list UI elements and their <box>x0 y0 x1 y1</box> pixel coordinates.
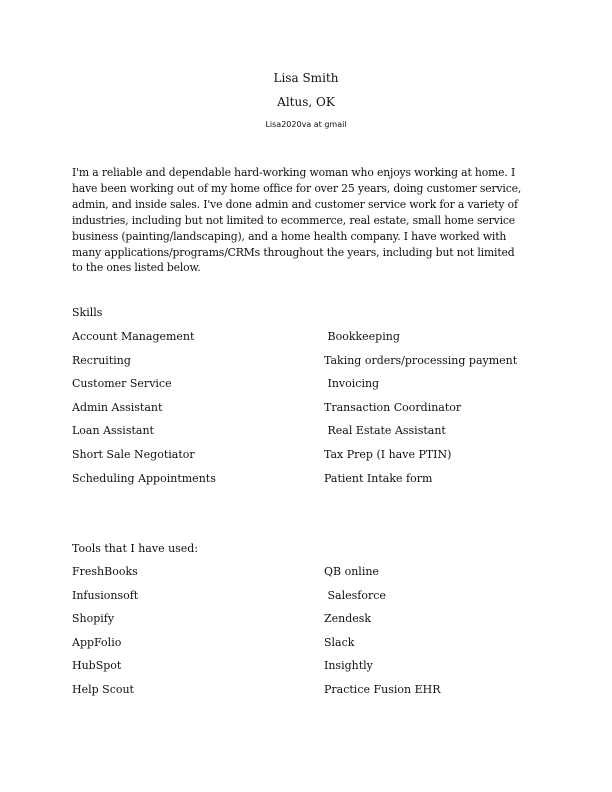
skills-item: Patient Intake form <box>324 471 433 485</box>
summary-line: to the ones listed below. <box>72 261 201 275</box>
tools-item: Infusionsoft <box>72 588 139 602</box>
skills-row <box>72 472 552 488</box>
skills-item: Transaction Coordinator <box>324 400 462 414</box>
skills-item: Taking orders/processing payment <box>324 353 518 367</box>
skills-row <box>72 448 552 464</box>
summary-paragraph <box>72 165 542 276</box>
tools-item: HubSpot <box>72 659 122 673</box>
skills-heading: Skills <box>72 306 103 319</box>
skills-row <box>72 354 552 370</box>
tools-item: QB online <box>324 565 379 578</box>
tools-item: Shopify <box>72 612 115 626</box>
tools-item: Slack <box>324 635 355 649</box>
tools-item: FreshBooks <box>72 565 138 578</box>
skills-item: Tax Prep (I have PTIN) <box>324 448 452 461</box>
tools-item: Practice Fusion EHR <box>324 683 441 696</box>
skills-item: Customer Service <box>72 377 172 391</box>
skills-item: Short Sale Negotiator <box>72 448 195 461</box>
candidate-name: Lisa Smith <box>273 71 339 85</box>
skills-item: Invoicing <box>324 377 380 391</box>
summary-line: many applications/programs/CRMs throughout the years, including but not limited <box>72 245 515 259</box>
skills-item: Bookkeeping <box>324 330 400 343</box>
skills-item: Loan Assistant <box>72 424 154 438</box>
skills-row <box>72 377 552 393</box>
tools-item: Help Scout <box>72 683 134 696</box>
tools-row <box>72 565 552 581</box>
skills-row <box>72 424 552 440</box>
skills-item: Real Estate Assistant <box>324 424 446 438</box>
skills-item: Admin Assistant <box>72 400 163 414</box>
skills-item: Recruiting <box>72 353 131 367</box>
tools-row <box>72 659 552 675</box>
skills-row <box>72 401 552 417</box>
summary-line: admin, and inside sales. I've done admin and customer service work for a variety of <box>72 197 518 211</box>
skills-row <box>72 330 552 346</box>
skills-item: Scheduling Appointments <box>72 471 216 485</box>
tools-heading: Tools that I have used: <box>72 542 199 555</box>
candidate-email: Lisa2020va at gmail <box>265 120 347 129</box>
tools-item: Zendesk <box>324 612 372 626</box>
tools-item: AppFolio <box>72 635 122 649</box>
tools-row <box>72 636 552 652</box>
tools-item: Salesforce <box>324 588 386 602</box>
tools-item: Insightly <box>324 659 373 673</box>
skills-item: Account Management <box>72 330 195 343</box>
candidate-location: Altus, OK <box>277 95 335 109</box>
summary-line: I'm a reliable and dependable hard-working woman who enjoys working at home. I <box>72 166 516 179</box>
tools-row <box>72 612 552 628</box>
summary-line: have been working out of my home office for over 25 years, doing customer service, <box>72 181 522 195</box>
tools-row <box>72 589 552 605</box>
summary-line: business (painting/landscaping), and a home health company. I have worked with <box>72 229 507 243</box>
tools-row <box>72 683 552 699</box>
summary-line: industries, including but not limited to ecommerce, real estate, small home service <box>72 213 516 227</box>
